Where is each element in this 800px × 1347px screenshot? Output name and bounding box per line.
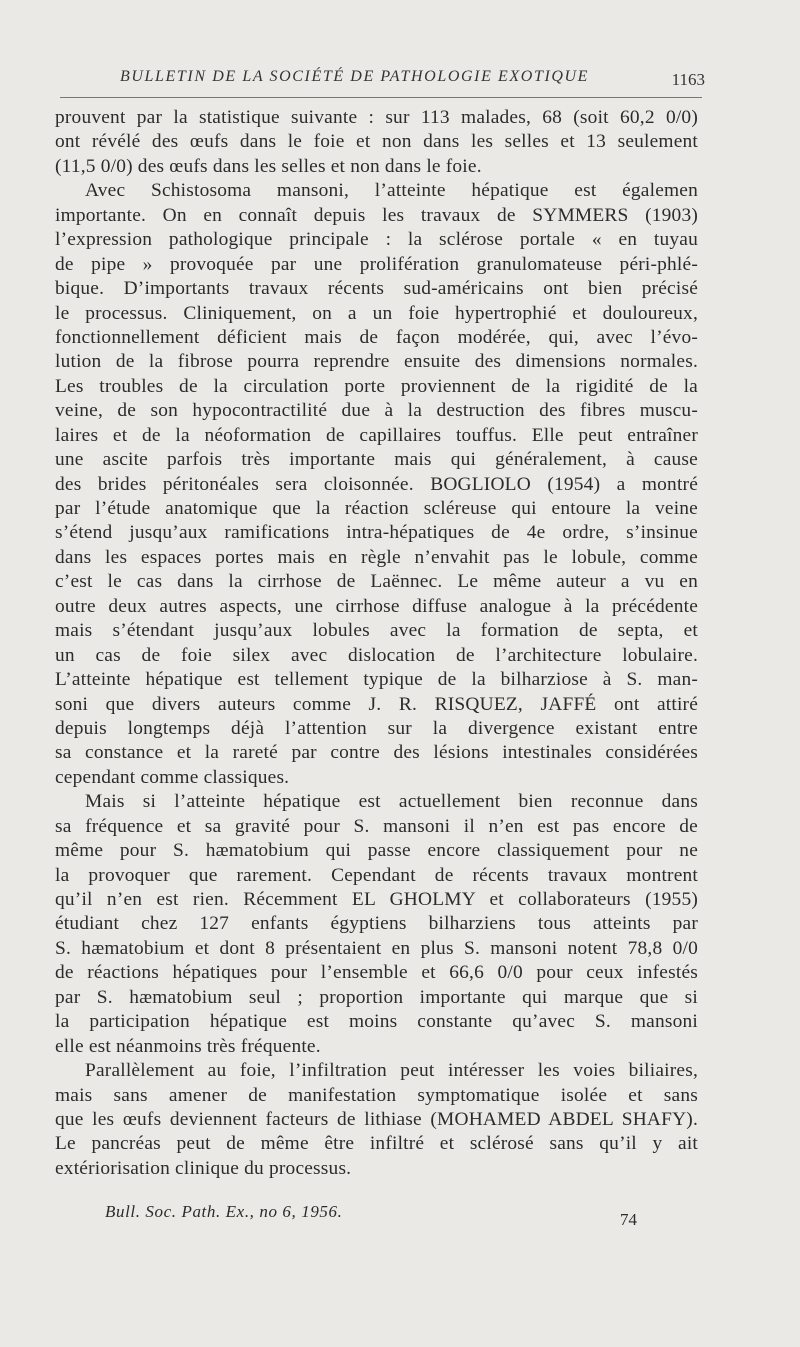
text-line: sa constance et la rareté par contre des lésions intestinales considérées (55, 742, 698, 764)
text-line: s’étend jusqu’aux ramifications intra-hépatiques de 4e ordre, s’insinue (55, 522, 698, 544)
body-text (55, 106, 698, 1181)
page-number: 1163 (671, 70, 705, 89)
text-line: prouvent par la statistique suivante : sur 113 malades, 68 (soit 60,2 0/0) (55, 107, 698, 128)
text-line: sa fréquence et sa gravité pour S. mansoni il n’en est pas encore de (55, 815, 698, 837)
text-line: Parallèlement au foie, l’infiltration peut intéresser les voies biliaires, (85, 1060, 698, 1082)
text-line: qu’il n’en est rien. Récemment EL GHOLMY et collaborateurs (1955) (55, 889, 698, 910)
text-line: importante. On en connaît depuis les travaux de SYMMERS (1903) (55, 204, 698, 226)
text-line: le processus. Cliniquement, on a un foie hypertrophié et douloureux, (55, 302, 698, 324)
text-line: cependant comme classiques. (55, 766, 290, 788)
text-line: que les œufs deviennent facteurs de lithiase (MOHAMED ABDEL SHAFY). (55, 1108, 698, 1130)
text-line: (11,5 0/0) des œufs dans les selles et non dans le foie. (55, 155, 482, 177)
running-title: BULLETIN DE LA SOCIÉTÉ DE PATHOLOGIE EXOTIQUE (120, 68, 590, 85)
text-line: mais sans amener de manifestation symptomatique isolée et sans (55, 1084, 698, 1106)
text-line: veine, de son hypocontractilité due à la destruction des fibres muscu- (55, 400, 698, 422)
signature-number: 74 (620, 1210, 637, 1229)
text-line: c’est le cas dans la cirrhose de Laënnec. Le même auteur a vu en (55, 571, 698, 593)
text-line: Mais si l’atteinte hépatique est actuellement bien reconnue dans (85, 791, 698, 813)
page-footer (105, 1200, 645, 1230)
text-line: mais s’étendant jusqu’aux lobules avec la formation de septa, et (55, 620, 698, 642)
text-line: outre deux autres aspects, une cirrhose diffuse analogue à la précédente (55, 595, 698, 617)
text-line: Le pancréas peut de même être infiltré et sclérosé sans qu’il y ait (55, 1133, 698, 1155)
text-line: par S. hæmatobium seul ; proportion importante qui marque que si (55, 986, 698, 1008)
text-line: de réactions hépatiques pour l’ensemble et 66,6 0/0 pour ceux infestés (55, 962, 698, 984)
text-line: extériorisation clinique du processus. (55, 1157, 352, 1179)
text-line: Les troubles de la circulation porte proviennent de la rigidité de la (55, 375, 698, 397)
text-line: elle est néanmoins très fréquente. (55, 1035, 321, 1057)
text-line: la participation hépatique est moins constante qu’avec S. mansoni (55, 1011, 698, 1033)
text-line: une ascite parfois très importante mais qui généralement, à cause (55, 449, 698, 471)
header-rule (60, 97, 702, 98)
text-line: des brides péritonéales sera cloisonnée. BOGLIOLO (1954) a montré (55, 473, 698, 495)
text-line: un cas de foie silex avec dislocation de l’architecture lobulaire. (55, 644, 698, 666)
text-line: l’expression pathologique principale : la sclérose portale « en tuyau (55, 229, 698, 251)
text-line: étudiant chez 127 enfants égyptiens bilharziens tous atteints par (55, 913, 698, 935)
text-line: lution de la fibrose pourra reprendre ensuite des dimensions normales. (55, 351, 698, 373)
text-line: Avec Schistosoma mansoni, l’atteinte hépatique est égalemen (85, 180, 698, 202)
text-line: depuis longtemps déjà l’attention sur la divergence existant entre (55, 717, 698, 739)
text-line: ont révélé des œufs dans le foie et non dans les selles et 13 seulement (55, 131, 698, 153)
text-line: soni que divers auteurs comme J. R. RISQUEZ, JAFFÉ ont attiré (55, 693, 698, 715)
text-line: L’atteinte hépatique est tellement typique de la bilharziose à S. man- (55, 669, 698, 691)
text-line: laires et de la néoformation de capillaires touffus. Elle peut entraîner (55, 424, 698, 446)
text-line: fonctionnellement déficient mais de façon modérée, qui, avec l’évo- (55, 326, 698, 348)
text-line: S. hæmatobium et dont 8 présentaient en plus S. mansoni notent 78,8 0/0 (55, 937, 698, 959)
page-header (55, 66, 705, 96)
text-line: par l’étude anatomique que la réaction scléreuse qui entoure la veine (55, 498, 698, 519)
text-line: bique. D’importants travaux récents sud-américains ont bien précisé (55, 278, 698, 300)
text-line: la provoquer que rarement. Cependant de récents travaux montrent (55, 864, 698, 886)
text-line: de pipe » provoquée par une prolifération granulomateuse péri-phlé- (55, 253, 698, 275)
journal-citation: Bull. Soc. Path. Ex., no 6, 1956. (105, 1202, 343, 1221)
text-line: même pour S. hæmatobium qui passe encore classiquement pour ne (55, 840, 698, 862)
text-line: dans les espaces portes mais en règle n’envahit pas le lobule, comme (55, 546, 698, 568)
